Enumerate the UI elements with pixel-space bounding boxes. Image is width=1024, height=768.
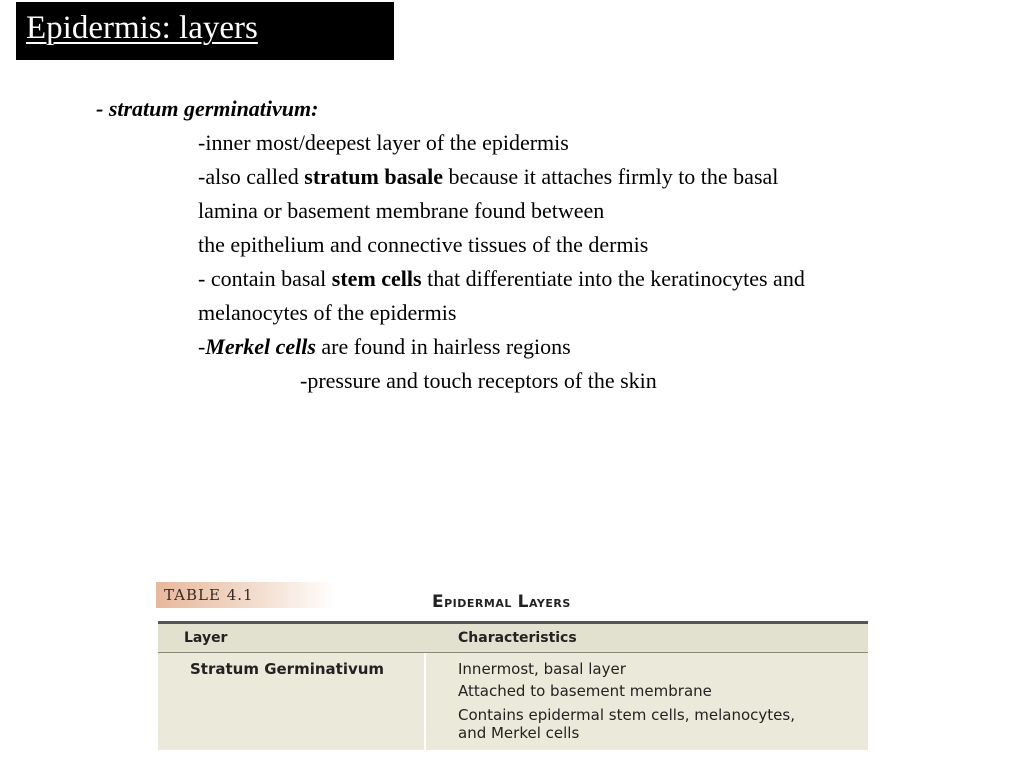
- bullet-line: lamina or basement membrane found between: [198, 198, 605, 223]
- text-fragment: are found in hairless regions: [315, 334, 571, 359]
- table-figure: [156, 580, 868, 750]
- title-initial: E: [432, 592, 445, 612]
- table-tag: [156, 582, 336, 608]
- table-cell-characteristic: Contains epidermal stem cells, melanocytes,: [458, 706, 795, 724]
- table-cell-characteristic: and Merkel cells: [458, 724, 580, 742]
- bullet-line: [198, 262, 805, 296]
- title-initial: L: [517, 592, 529, 612]
- title-part: ayers: [528, 593, 571, 611]
- text-fragment: -also called: [198, 164, 305, 189]
- bullet-line: -inner most/deepest layer of the epidermis: [198, 130, 569, 155]
- bold-term: stem cells: [331, 266, 422, 291]
- table-title: [432, 592, 571, 612]
- text-fragment: because it attaches firmly to the basal: [443, 164, 779, 189]
- bold-term: stratum basale: [304, 164, 444, 189]
- text-fragment: -: [198, 334, 206, 359]
- column-header-characteristics: Characteristics: [458, 630, 577, 646]
- section-heading: - stratum germinativum:: [96, 96, 319, 121]
- column-separator: [424, 653, 426, 750]
- text-fragment: - contain basal: [198, 266, 332, 291]
- bold-italic-term: Merkel cells: [205, 334, 316, 359]
- column-header-layer: Layer: [184, 630, 228, 646]
- table-tag-label: TABLE 4.1: [164, 586, 254, 604]
- bullet-line: the epithelium and connective tissues of the dermis: [198, 232, 649, 257]
- slide-title-box: [16, 2, 394, 60]
- title-part: pidermal: [444, 593, 518, 611]
- bullet-line: [198, 160, 778, 194]
- slide-title: Epidermis: layers: [26, 10, 258, 46]
- table-cell-characteristic: Innermost, basal layer: [458, 660, 626, 678]
- sub-bullet-line: -pressure and touch receptors of the skin: [300, 368, 657, 393]
- text-fragment: that differentiate into the keratinocytes and: [421, 266, 805, 291]
- bullet-line: [198, 330, 571, 364]
- table-cell-characteristic: Attached to basement membrane: [458, 682, 712, 700]
- bullet-line: melanocytes of the epidermis: [198, 300, 457, 325]
- table-cell-layer: Stratum Germinativum: [190, 660, 385, 678]
